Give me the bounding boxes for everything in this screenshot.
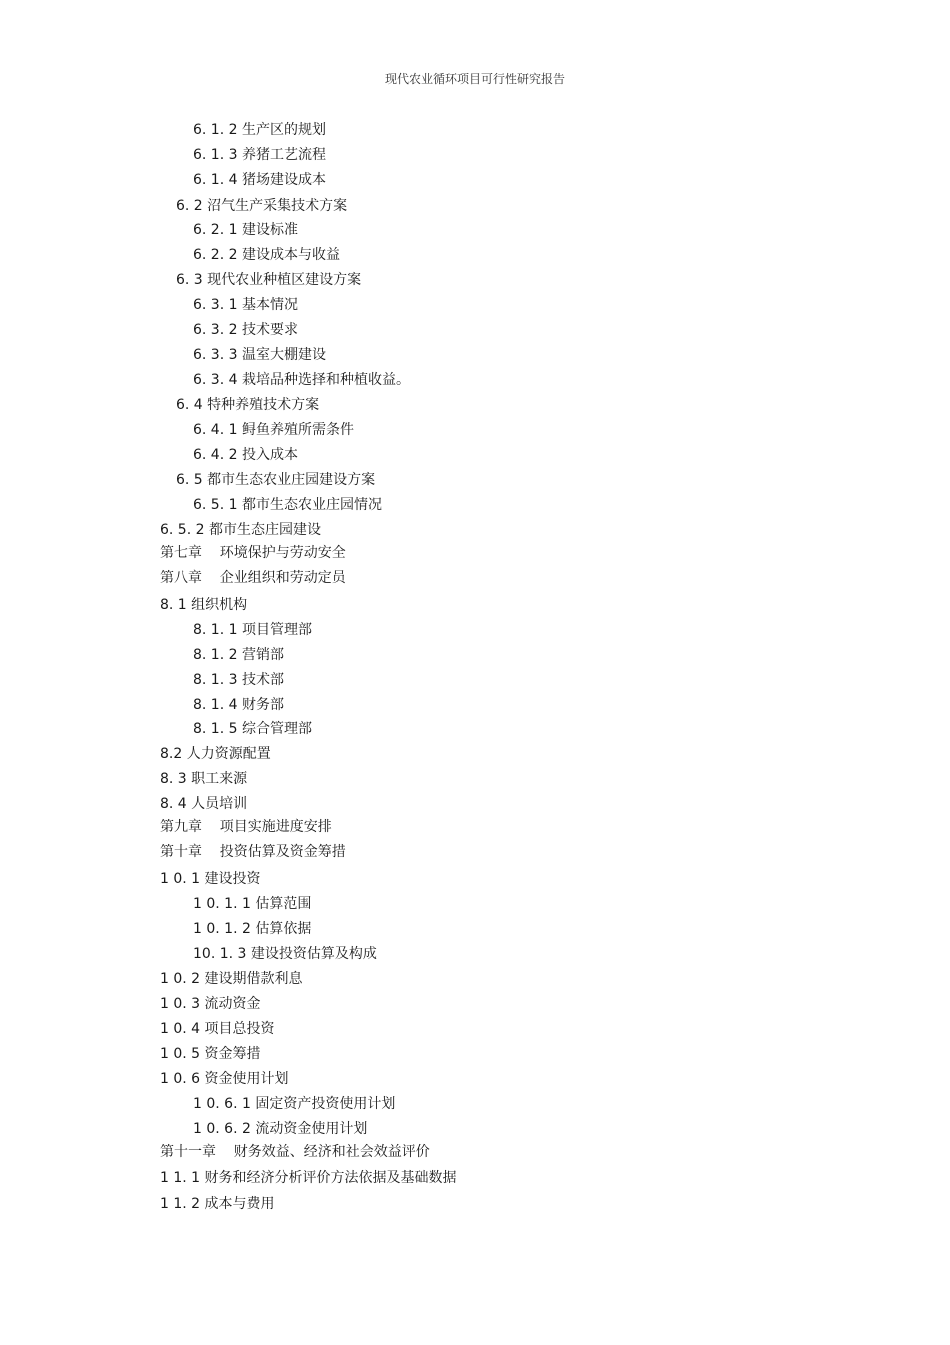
toc-entry: 1 0. 5 资金筹措 <box>160 1046 261 1062</box>
toc-entry: 1 0. 6. 1 固定资产投资使用计划 <box>193 1096 396 1112</box>
toc-entry: 1 0. 6. 2 流动资金使用计划 <box>193 1121 368 1137</box>
toc-entry: 8. 1. 1 项目管理部 <box>193 622 312 638</box>
toc-entry: 6. 5. 2 都市生态庄园建设 <box>160 522 321 538</box>
toc-entry: 6. 5 都市生态农业庄园建设方案 <box>176 472 376 488</box>
toc-entry: 6. 3. 2 技术要求 <box>193 322 298 338</box>
toc-entry: 6. 1. 4 猪场建设成本 <box>193 172 326 188</box>
toc-entry: 6. 5. 1 都市生态农业庄园情况 <box>193 497 382 513</box>
toc-entry: 6. 3. 4 栽培品种选择和种植收益。 <box>193 372 410 388</box>
toc-entry: 1 0. 2 建设期借款利息 <box>160 971 303 987</box>
toc-entry: 1 0. 1. 1 估算范围 <box>193 896 312 912</box>
toc-entry: 8. 1 组织机构 <box>160 597 248 613</box>
toc-entry: 6. 4. 1 鲟鱼养殖所需条件 <box>193 422 354 438</box>
toc-entry: 6. 3. 3 温室大棚建设 <box>193 347 326 363</box>
toc-entry: 1 0. 6 资金使用计划 <box>160 1071 289 1087</box>
toc-entry: 6. 3 现代农业种植区建设方案 <box>176 272 362 288</box>
toc-entry: 第十一章 财务效益、经济和社会效益评价 <box>160 1144 430 1160</box>
toc-entry: 6. 3. 1 基本情况 <box>193 297 298 313</box>
toc-entry: 6. 1. 2 生产区的规划 <box>193 122 326 138</box>
toc-entry: 1 1. 1 财务和经济分析评价方法依据及基础数据 <box>160 1170 457 1186</box>
toc-entry: 8. 1. 5 综合管理部 <box>193 721 312 737</box>
toc-entry: 1 0. 1. 2 估算依据 <box>193 921 312 937</box>
toc-entry: 6. 2. 2 建设成本与收益 <box>193 247 340 263</box>
toc-entry: 6. 1. 3 养猪工艺流程 <box>193 147 326 163</box>
toc-entry: 第九章 项目实施进度安排 <box>160 819 332 835</box>
toc-entry: 1 0. 3 流动资金 <box>160 996 261 1012</box>
toc-entry: 第八章 企业组织和劳动定员 <box>160 570 346 586</box>
toc-entry: 8. 1. 3 技术部 <box>193 672 284 688</box>
toc-entry: 6. 4. 2 投入成本 <box>193 447 298 463</box>
toc-entry: 8. 3 职工来源 <box>160 771 248 787</box>
toc-entry: 6. 2 沼气生产采集技术方案 <box>176 198 348 214</box>
toc-entry: 6. 2. 1 建设标准 <box>193 222 298 238</box>
toc-entry: 8. 1. 4 财务部 <box>193 697 284 713</box>
toc-entry: 1 0. 4 项目总投资 <box>160 1021 275 1037</box>
toc-entry: 1 0. 1 建设投资 <box>160 871 261 887</box>
toc-entry: 8. 4 人员培训 <box>160 796 248 812</box>
toc-entry: 1 1. 2 成本与费用 <box>160 1196 275 1212</box>
toc-entry: 10. 1. 3 建设投资估算及构成 <box>193 946 377 962</box>
toc-entry: 8.2 人力资源配置 <box>160 746 271 762</box>
toc-entry: 第七章 环境保护与劳动安全 <box>160 545 346 561</box>
page-header: 现代农业循环项目可行性研究报告 <box>384 72 565 86</box>
toc-entry: 6. 4 特种养殖技术方案 <box>176 397 320 413</box>
toc-entry: 8. 1. 2 营销部 <box>193 647 284 663</box>
toc-entry: 第十章 投资估算及资金筹措 <box>160 844 346 860</box>
